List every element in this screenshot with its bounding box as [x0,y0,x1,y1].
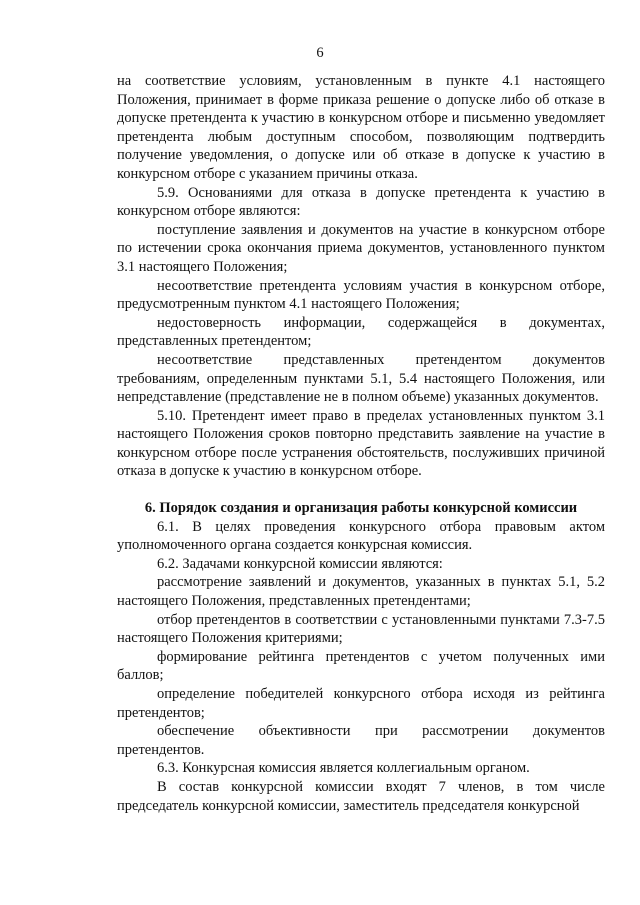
paragraph: 6.2. Задачами конкурсной комиссии являются: [157,555,443,572]
paragraph: обеспечение объективности при рассмотрении документов претендентов. [117,723,605,758]
section-heading: 6. Порядок создания и организация работы конкурсной комиссии [144,500,578,517]
paragraph: несоответствие претендента условиям участия в конкурсном отборе, предусмотренным пунктом 4.1 настоящего Положения; [117,277,605,313]
paragraph: поступление заявления и документов на участие в конкурсном отборе по истечении срока окончания приема документов, установленного пунктом 3.1 настоящего Положения; [117,221,605,275]
page-number: 6 [316,45,324,61]
paragraph: 6.1. В целях проведения конкурсного отбора правовым актом уполномоченного органа создается конкурсная комиссия. [117,518,605,554]
paragraph: отбор претендентов в соответствии с установленными пунктами 7.3-7.5 настоящего Положения критериями; [117,611,605,647]
paragraph: несоответствие представленных претендентом документов требованиям, определенным пунктами 5.1, 5.4 настоящего Положения, или непредставление (представление не в полном объеме) указанных документов. [117,351,605,406]
paragraph: на соответствие условиям, установленным в пункте 4.1 настоящего Положения, принимает в форме приказа решение о допуске либо об отказе в допуске претендента к участию в конкурсном отборе и письменно уведомляет претендента любым доступным способом, позволяющим подтвердить получение уведомления, о допуске или об отказе в допуске к участию в конкурсном отборе с указанием причины отказа. [117,73,605,182]
paragraph: рассмотрение заявлений и документов, указанных в пунктах 5.1, 5.2 настоящего Положения, представленных претендентами; [117,574,605,610]
paragraph: недостоверность информации, содержащейся в документах, представленных претендентом; [117,314,605,350]
paragraph: определение победителей конкурсного отбора исходя из рейтинга претендентов; [117,686,605,721]
section-spacer [117,481,605,499]
paragraph: 5.9. Основаниями для отказа в допуске претендента к участию в конкурсном отборе являются: [117,184,605,220]
document-body [117,72,605,815]
paragraph: формирование рейтинга претендентов с учетом полученных ими баллов; [117,648,605,684]
paragraph: 6.3. Конкурсная комиссия является коллегиальным органом. [157,760,530,777]
paragraph: 5.10. Претендент имеет право в пределах установленных пунктом 3.1 настоящего Положения сроков повторно представить заявление на участие в конкурсном отборе после устранения обстоятельств, послуживших причиной отказа в допуске к участию в конкурсном отборе. [117,407,605,480]
paragraph: В состав конкурсной комиссии входят 7 членов, в том числе председатель конкурсной комиссии, заместитель председателя конкурсной [117,778,605,814]
